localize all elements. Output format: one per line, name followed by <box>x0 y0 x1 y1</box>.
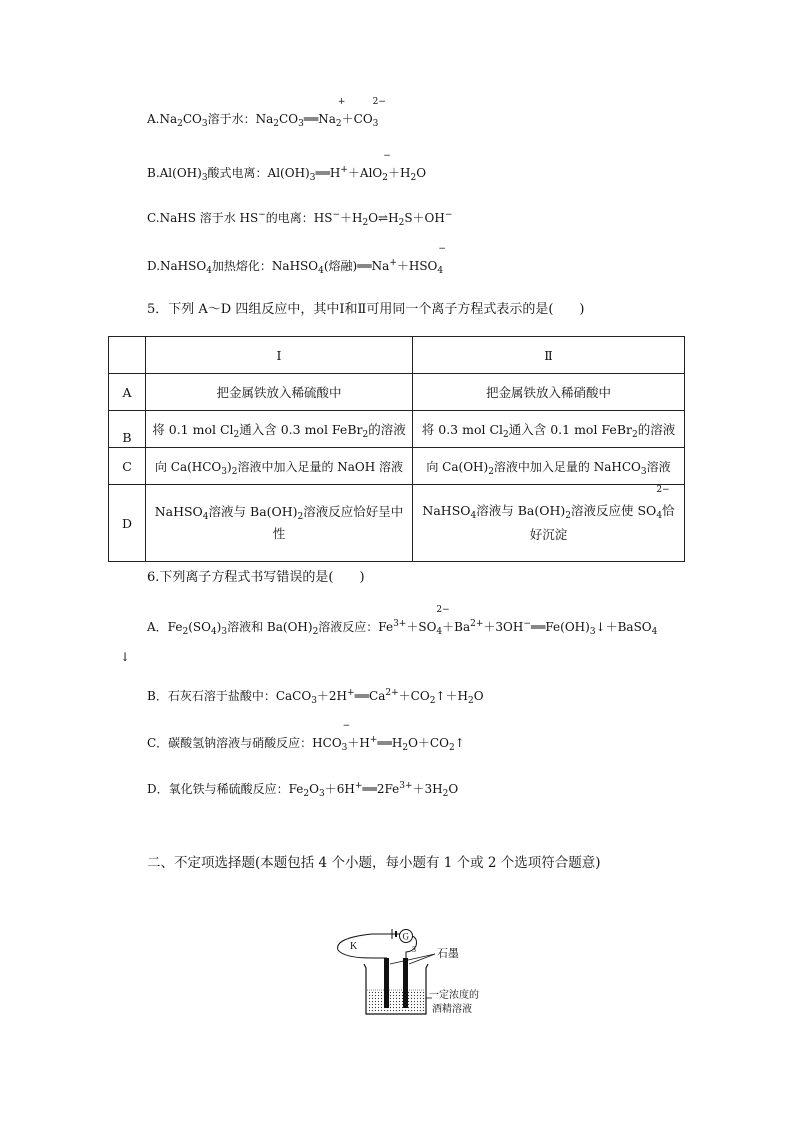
cell-d-i: NaHSO$_4$溶液与 $Ba(OH)_2$溶液反应恰好呈中 性 <box>146 485 413 562</box>
option-4a: $A.Na_2CO_3$溶于水：$Na_2CO_3══Na$ + $_2$＋CO 2− $_3$ <box>147 97 386 129</box>
table-row-a <box>109 374 685 411</box>
option-6b: B．石灰石溶于盐酸中：$CaCO_3+2H^+══Ca^{2+}+CO_2↑+H_2O$ <box>147 688 484 706</box>
header-cell-blank <box>109 337 146 374</box>
table-row-c <box>109 448 685 485</box>
cell-d-ii: NaHSO$_4$溶液与 $Ba(OH)_2$溶液反应使 SO 2− $_4$恰 好沉淀 <box>413 485 685 562</box>
row-label: D <box>109 485 146 562</box>
option-6c: C．碳酸氢钠溶液与硝酸反应：HCO − $_3+H^+══H_2O+CO_2↑$ <box>147 721 465 753</box>
graphite-label: 石墨 <box>437 948 459 960</box>
option-4b: $B.Al(OH)_3$酸式电离：$Al(OH)_3══H^++AlO$ − $_2+H_2O$ <box>147 151 427 183</box>
cell-a-ii: 把金属铁放入稀硝酸中 <box>413 374 685 411</box>
header-cell-ii: Ⅱ <box>413 337 685 374</box>
row-label: A <box>109 374 146 411</box>
table-row-b <box>109 411 685 448</box>
option-6a-wrap: ↓ <box>120 650 131 664</box>
option-4d: D.NaHSO$_4$加热熔化：NaHSO$_4$(熔融)══Na+＋HSO − $_4$ <box>147 244 446 276</box>
row-label: C <box>109 448 146 485</box>
graphite-electrode-left <box>384 958 389 1008</box>
row-label: B <box>109 411 146 448</box>
option-6a: A．$Fe_2(SO_4)_3$溶液和 $Ba(OH)_2$溶液反应：$Fe^{3+}+SO$ 2− $_4+Ba^{2+}+3OH^-══Fe(OH)_3↓+BaSO_4$ <box>147 605 658 637</box>
solution-label-1: 一定浓度的 <box>429 990 479 1001</box>
header-cell-i: Ⅰ <box>146 337 413 374</box>
cell-a-i: 把金属铁放入稀硫酸中 <box>146 374 413 411</box>
table-row-d <box>109 485 685 562</box>
question-5-stem: 5．下列 A～D 四组反应中，其中Ⅰ和Ⅱ可用同一个离子方程式表示的是( ) <box>147 302 585 317</box>
ethanol-solution <box>367 990 425 1013</box>
option-4c: C.NaHS 溶于水 HS−的电离：$HS^-+H_2O\rightleftharpoons H_2S+OH^-$ <box>147 210 453 228</box>
switch-k-label: K <box>350 941 358 952</box>
section-2-title: 二、不定项选择题(本题包括 4 个小题，每小题有 1 个或 2 个选项符合题意) <box>147 855 601 871</box>
option-6d: D．氧化铁与稀硫酸反应：$Fe_2O_3+6H^+══2Fe^{3+}+3H_2O$ <box>147 781 459 799</box>
svg-text:G: G <box>402 931 409 942</box>
question-5-table <box>108 336 685 562</box>
cell-c-i: 向 $Ca(HCO_3)_2$溶液中加入足量的 NaOH 溶液 <box>146 448 413 485</box>
table-header-row <box>109 337 685 374</box>
solution-label-2: 酒精溶液 <box>432 1004 472 1015</box>
question-6-stem: 6.下列离子方程式书写错误的是( ) <box>147 570 365 585</box>
cell-b-i: 将 0.1 mol $Cl_2$通入含 0.3 mol FeBr$_2$的溶液 <box>146 411 413 448</box>
svg-text:3: 3 <box>412 945 416 954</box>
cell-c-ii: 向 $Ca(OH)_2$溶液中加入足量的 NaHCO$_3$溶液 <box>413 448 685 485</box>
electrolysis-figure <box>332 928 502 1020</box>
electrolysis-diagram <box>332 928 502 1020</box>
graphite-electrode-right <box>403 958 408 1008</box>
cell-b-ii: 将 0.3 mol $Cl_2$通入含 0.1 mol FeBr$_2$的溶液 <box>413 411 685 448</box>
